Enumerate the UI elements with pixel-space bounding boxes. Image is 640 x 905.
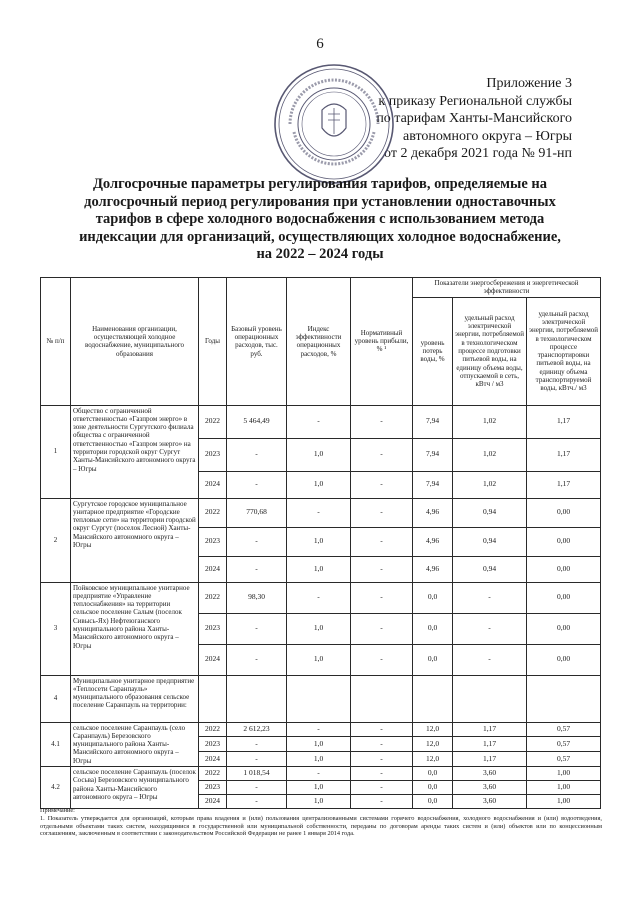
cell-profit: -: [351, 644, 413, 675]
header-drinking: удельный расход электрической энергии, потребляемой в технологическом процессе подготовки питьевой воды, на единицу объема воды, отпускаемой в сеть, кВтч / м3: [453, 297, 527, 405]
cell-profit: -: [351, 498, 413, 527]
cell-profit: -: [351, 438, 413, 471]
notes: [40, 807, 602, 838]
appendix-line: Приложение 3: [486, 76, 572, 91]
table-row: [41, 675, 601, 722]
header-profit: Нормативный уровень прибыли, % ¹: [351, 278, 413, 406]
cell-base: -: [227, 556, 287, 582]
cell-transport: 0,57: [527, 737, 601, 752]
cell-transport: 0,00: [527, 582, 601, 613]
cell-profit: -: [351, 752, 413, 767]
header-index: Индекс эффективности операционных расходов, %: [287, 278, 351, 406]
cell-profit: -: [351, 613, 413, 644]
cell-drinking: 1,02: [453, 405, 527, 438]
title-line: индексации для организаций, осуществляющих холодное водоснабжение,: [79, 228, 561, 245]
cell-profit: -: [351, 527, 413, 556]
cell-index: 1,0: [287, 438, 351, 471]
cell-index: -: [287, 722, 351, 737]
cell-index: 1,0: [287, 644, 351, 675]
row-number: 3: [41, 582, 71, 675]
cell-profit: -: [351, 781, 413, 795]
title-line: тарифов в сфере холодного водоснабжения с использованием метода: [95, 211, 545, 227]
org-name: сельское поселение Саранпауль (село Саранпауль) Березовского муниципального района Ханты-Мансийского автономного округа – Югры: [71, 722, 199, 766]
cell-index: 1,0: [287, 613, 351, 644]
table-row: [41, 767, 601, 781]
cell-transport: 1,17: [527, 405, 601, 438]
cell-drinking: 1,17: [453, 722, 527, 737]
cell-drinking: 3,60: [453, 781, 527, 795]
row-number: 4.1: [41, 722, 71, 766]
header-transport: удельный расход электрической энергии, потребляемой в технологическом процессе транспортировки питьевой воды, на единицу объема транспортируемой воды, кВтч./ м3: [527, 297, 601, 405]
cell-losses: 7,94: [413, 438, 453, 471]
cell-base: 2 612,23: [227, 722, 287, 737]
cell-index: 1,0: [287, 527, 351, 556]
parameters-table: [40, 277, 601, 809]
cell-index: -: [287, 767, 351, 781]
row-number: 4.2: [41, 767, 71, 809]
cell-year: 2024: [199, 644, 227, 675]
cell-transport: 0,00: [527, 527, 601, 556]
cell-index: -: [287, 498, 351, 527]
cell-transport: 0,00: [527, 613, 601, 644]
row-number: 4: [41, 675, 71, 722]
official-seal: [272, 62, 396, 186]
page-number: 6: [316, 36, 324, 52]
cell-drinking: 1,02: [453, 438, 527, 471]
cell-drinking: 0,94: [453, 498, 527, 527]
cell-year: 2023: [199, 438, 227, 471]
row-number: 2: [41, 498, 71, 582]
header-num: № п/п: [41, 278, 71, 406]
cell-base: -: [227, 471, 287, 498]
org-name: Сургутское городское муниципальное унитарное предприятие «Городские тепловые сети» на территории городской округ Сургут (поселок Лесной) Ханты-Мансийского автономного округа – Югры: [71, 498, 199, 582]
cell-base: -: [227, 527, 287, 556]
cell-losses: 0,0: [413, 781, 453, 795]
cell-base: 5 464,49: [227, 405, 287, 438]
header-years: Годы: [199, 278, 227, 406]
cell-profit: -: [351, 471, 413, 498]
cell-transport: 1,17: [527, 438, 601, 471]
appendix-line: к приказу Региональной службы: [378, 93, 572, 109]
cell-index: -: [287, 405, 351, 438]
cell-profit: -: [351, 405, 413, 438]
cell-losses: 4,96: [413, 556, 453, 582]
cell-profit: -: [351, 556, 413, 582]
appendix-line: автономного округа – Югры: [403, 128, 572, 144]
cell-year: 2022: [199, 722, 227, 737]
cell-transport: 0,00: [527, 556, 601, 582]
cell-profit: -: [351, 767, 413, 781]
cell-base: -: [227, 438, 287, 471]
header-losses: уровень потерь воды, %: [413, 297, 453, 405]
cell-base: -: [227, 644, 287, 675]
cell-year: 2023: [199, 613, 227, 644]
org-name: Муниципальное унитарное предприятие «Теплосети Саранпауль» муниципального образования сельское поселение Саранпауль на территории:: [71, 675, 199, 722]
org-name: сельское поселение Саранпауль (поселок Сосьва) Березовского муниципального района Ханты-Мансийского автономного округа – Югры: [71, 767, 199, 809]
cell-losses: 0,0: [413, 613, 453, 644]
appendix-block: [376, 75, 572, 163]
row-number: 1: [41, 405, 71, 498]
cell-base: -: [227, 613, 287, 644]
cell-drinking: -: [453, 644, 527, 675]
cell-year: 2023: [199, 737, 227, 752]
cell-base: 770,68: [227, 498, 287, 527]
cell-drinking: 1,02: [453, 471, 527, 498]
notes-text: 1. Показатель утверждается для организаций, которым права владения и (или) пользования централизованными системами горячего водоснабжения, холодного водоснабжения и (или) водоотведения, отдельными объектами таких систем, находящимися в государственной или муниципальной собственности, переданы по договорам аренды таких систем и (или) объектов или по концессионным соглашениям, заключенным в соответствии с законодательством Российской Федерации не ранее 1 января 2014 года.: [40, 814, 602, 838]
cell-index: 1,0: [287, 795, 351, 809]
cell-transport: 1,00: [527, 767, 601, 781]
cell-base: -: [227, 752, 287, 767]
cell-year: 2024: [199, 752, 227, 767]
cell-losses: 0,0: [413, 767, 453, 781]
cell-transport: 0,57: [527, 752, 601, 767]
cell-base: 98,30: [227, 582, 287, 613]
org-name: Общество с ограниченной ответственностью «Газпром энерго» в зоне деятельности Сургутского филиала общества с ограниченной ответственностью «Газпром энерго» на территории городской округ Сургут Ханты-Мансийского автономного округа – Югры: [71, 405, 199, 498]
header-energy-group: Показатели энергосбережения и энергетической эффективности: [413, 278, 601, 298]
cell-base: -: [227, 781, 287, 795]
cell-losses: 12,0: [413, 752, 453, 767]
cell-profit: -: [351, 795, 413, 809]
header-base: Базовый уровень операционных расходов, тыс. руб.: [227, 278, 287, 406]
cell-index: -: [287, 582, 351, 613]
cell-year: 2024: [199, 471, 227, 498]
cell-losses: 7,94: [413, 405, 453, 438]
cell-base: -: [227, 737, 287, 752]
title-line: Долгосрочные параметры регулирования тарифов, определяемые на: [92, 176, 548, 192]
table-row: [41, 498, 601, 527]
cell-year: 2024: [199, 556, 227, 582]
cell-drinking: 3,60: [453, 767, 527, 781]
org-name: Пойковское муниципальное унитарное предприятие «Управление теплоснабжения» на территории сельское поселение Салым (поселок Сивысь-Ях) Нефтеюганского муниципального района Ханты-Мансийского автономного округа – Югры: [71, 582, 199, 675]
cell-index: 1,0: [287, 781, 351, 795]
cell-transport: 1,00: [527, 795, 601, 809]
cell-index: 1,0: [287, 737, 351, 752]
cell-drinking: 3,60: [453, 795, 527, 809]
cell-profit: -: [351, 737, 413, 752]
title-line: на 2022 – 2024 годы: [256, 246, 384, 262]
cell-losses: 4,96: [413, 527, 453, 556]
cell-drinking: 0,94: [453, 527, 527, 556]
cell-year: 2022: [199, 767, 227, 781]
appendix-line: от 2 декабря 2021 года № 91-нп: [384, 146, 572, 161]
notes-heading: Примечание:: [40, 807, 75, 814]
cell-year: 2024: [199, 795, 227, 809]
cell-transport: 1,17: [527, 471, 601, 498]
cell-transport: 0,00: [527, 498, 601, 527]
cell-index: 1,0: [287, 556, 351, 582]
cell-index: 1,0: [287, 471, 351, 498]
cell-losses: 12,0: [413, 737, 453, 752]
cell-drinking: -: [453, 613, 527, 644]
cell-year: 2022: [199, 582, 227, 613]
cell-losses: 0,0: [413, 795, 453, 809]
cell-drinking: 1,17: [453, 737, 527, 752]
header-name: Наименования организации, осуществляющей холодное водоснабжение, муниципального образования: [71, 278, 199, 406]
cell-losses: 7,94: [413, 471, 453, 498]
appendix-line: по тарифам Ханты-Мансийского: [376, 111, 572, 126]
cell-losses: 4,96: [413, 498, 453, 527]
cell-transport: 0,00: [527, 644, 601, 675]
cell-year: 2022: [199, 498, 227, 527]
title-line: долгосрочный период регулирования при установлении одноставочных: [84, 193, 556, 210]
cell-losses: 12,0: [413, 722, 453, 737]
cell-year: 2023: [199, 781, 227, 795]
cell-year: 2022: [199, 405, 227, 438]
cell-index: 1,0: [287, 752, 351, 767]
cell-drinking: 1,17: [453, 752, 527, 767]
cell-drinking: -: [453, 582, 527, 613]
cell-losses: 0,0: [413, 644, 453, 675]
cell-profit: -: [351, 722, 413, 737]
table-row: [41, 582, 601, 613]
cell-transport: 1,00: [527, 781, 601, 795]
table-row: [41, 405, 601, 438]
cell-year: 2023: [199, 527, 227, 556]
cell-base: 1 018,54: [227, 767, 287, 781]
cell-losses: 0,0: [413, 582, 453, 613]
document-title: [40, 176, 600, 264]
cell-base: -: [227, 795, 287, 809]
cell-transport: 0,57: [527, 722, 601, 737]
table-row: [41, 722, 601, 737]
cell-profit: -: [351, 582, 413, 613]
cell-drinking: 0,94: [453, 556, 527, 582]
